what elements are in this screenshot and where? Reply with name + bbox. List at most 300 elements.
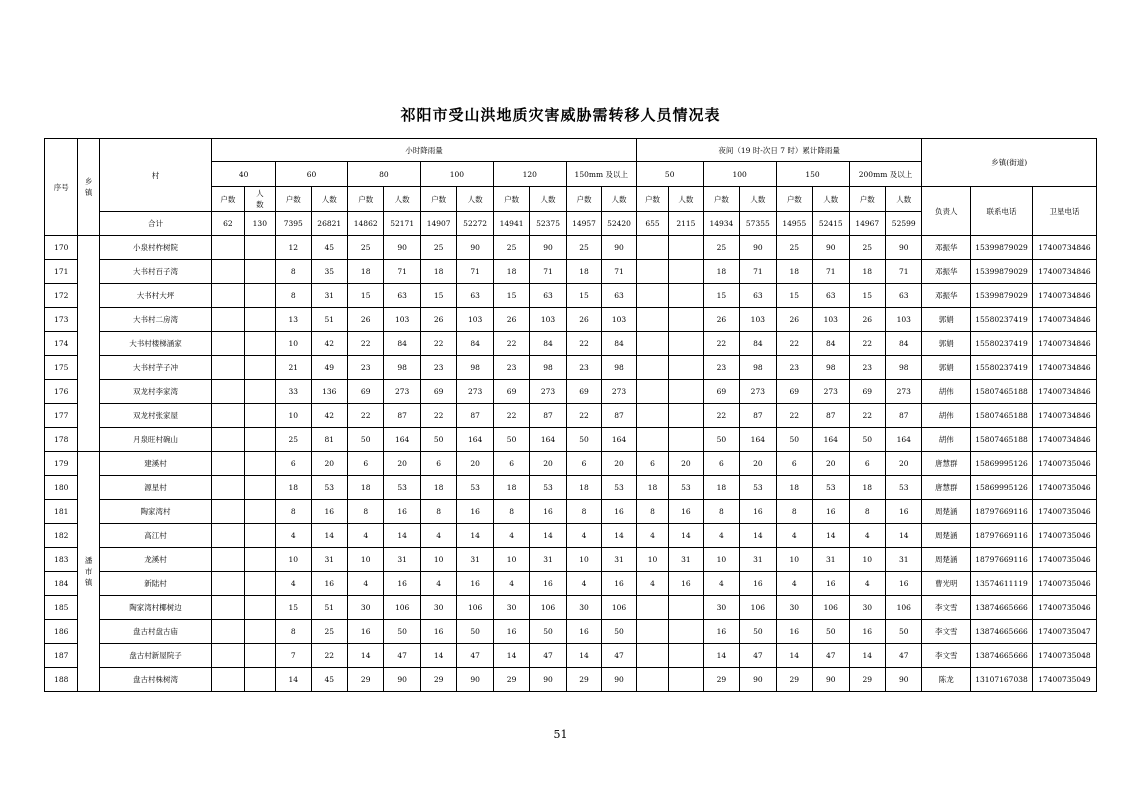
contact-phone: 13874665666 <box>971 644 1033 668</box>
value-cell: 69 <box>776 380 812 404</box>
contact-phone: 15580237419 <box>971 308 1033 332</box>
value-cell: 47 <box>384 644 420 668</box>
village-name: 大书村二房湾 <box>99 308 211 332</box>
satellite-phone: 17400734846 <box>1032 380 1096 404</box>
value-cell: 23 <box>849 356 885 380</box>
value-cell: 25 <box>420 236 456 260</box>
value-cell: 22 <box>493 332 529 356</box>
value-cell: 50 <box>602 620 637 644</box>
value-cell: 63 <box>885 284 921 308</box>
value-cell: 16 <box>885 500 921 524</box>
value-cell: 106 <box>457 596 493 620</box>
value-cell: 22 <box>849 404 885 428</box>
value-cell: 29 <box>566 668 601 692</box>
village-name: 建溪村 <box>99 452 211 476</box>
value-cell: 22 <box>493 404 529 428</box>
value-cell: 25 <box>311 620 347 644</box>
page-title: 祁阳市受山洪地质灾害威胁需转移人员情况表 <box>400 106 721 124</box>
value-cell: 53 <box>530 476 566 500</box>
contact-phone: 15807465188 <box>971 428 1033 452</box>
value-cell: 31 <box>530 548 566 572</box>
value-cell <box>636 668 668 692</box>
responsible-person: 胡伟 <box>922 404 971 428</box>
value-cell <box>212 476 244 500</box>
value-cell: 50 <box>530 620 566 644</box>
value-cell: 50 <box>347 428 383 452</box>
value-cell: 53 <box>602 476 637 500</box>
value-cell: 53 <box>885 476 921 500</box>
village-name: 双龙村李家湾 <box>99 380 211 404</box>
value-cell: 164 <box>530 428 566 452</box>
total-cell: 52599 <box>885 212 921 236</box>
value-cell: 69 <box>849 380 885 404</box>
table-row <box>45 644 1097 668</box>
total-cell: 7395 <box>276 212 311 236</box>
value-cell: 103 <box>457 308 493 332</box>
value-cell <box>636 596 668 620</box>
header-people <box>244 187 275 212</box>
value-cell <box>636 404 668 428</box>
value-cell: 42 <box>311 332 347 356</box>
value-cell: 10 <box>703 548 739 572</box>
satellite-phone: 17400734846 <box>1032 428 1096 452</box>
total-cell: 62 <box>212 212 244 236</box>
total-cell: 52375 <box>530 212 566 236</box>
satellite-phone: 17400735046 <box>1032 524 1096 548</box>
total-cell: 14967 <box>849 212 885 236</box>
value-cell: 47 <box>885 644 921 668</box>
row-number: 173 <box>45 308 78 332</box>
value-cell <box>244 452 275 476</box>
value-cell: 16 <box>384 500 420 524</box>
value-cell: 18 <box>276 476 311 500</box>
value-cell: 10 <box>566 548 601 572</box>
value-cell: 90 <box>384 236 420 260</box>
contact-phone: 13574611119 <box>971 572 1033 596</box>
value-cell <box>212 428 244 452</box>
value-cell: 10 <box>347 548 383 572</box>
value-cell: 26 <box>703 308 739 332</box>
value-cell: 22 <box>566 404 601 428</box>
row-number: 181 <box>45 500 78 524</box>
satellite-phone: 17400735046 <box>1032 572 1096 596</box>
value-cell: 31 <box>740 548 776 572</box>
value-cell <box>636 380 668 404</box>
value-cell: 15 <box>849 284 885 308</box>
table-row <box>45 572 1097 596</box>
value-cell: 23 <box>703 356 739 380</box>
value-cell <box>212 644 244 668</box>
table-row <box>45 500 1097 524</box>
value-cell: 16 <box>669 572 703 596</box>
value-cell: 18 <box>703 260 739 284</box>
village-name: 小泉村柞树院 <box>99 236 211 260</box>
value-cell: 84 <box>885 332 921 356</box>
row-number: 176 <box>45 380 78 404</box>
header-hourly-80: 80 <box>347 162 420 187</box>
row-number: 187 <box>45 644 78 668</box>
value-cell: 16 <box>457 572 493 596</box>
page-number: 51 <box>553 728 568 741</box>
satellite-phone: 17400734846 <box>1032 332 1096 356</box>
value-cell: 16 <box>602 572 637 596</box>
satellite-phone: 17400734846 <box>1032 236 1096 260</box>
row-number: 178 <box>45 428 78 452</box>
value-cell: 4 <box>493 524 529 548</box>
value-cell: 8 <box>566 500 601 524</box>
value-cell: 18 <box>347 476 383 500</box>
table-row <box>45 476 1097 500</box>
value-cell: 20 <box>813 452 849 476</box>
value-cell: 16 <box>849 620 885 644</box>
value-cell: 14 <box>813 524 849 548</box>
value-cell: 14 <box>420 644 456 668</box>
value-cell: 84 <box>384 332 420 356</box>
header-night-100: 100 <box>703 162 776 187</box>
responsible-person: 唐慧群 <box>922 476 971 500</box>
responsible-person: 曹光明 <box>922 572 971 596</box>
value-cell: 4 <box>849 572 885 596</box>
value-cell <box>636 356 668 380</box>
table-row <box>45 236 1097 260</box>
satellite-phone: 17400734846 <box>1032 308 1096 332</box>
value-cell: 42 <box>311 404 347 428</box>
responsible-person: 郭娟 <box>922 308 971 332</box>
satellite-phone: 17400734846 <box>1032 260 1096 284</box>
value-cell: 33 <box>276 380 311 404</box>
value-cell: 106 <box>885 596 921 620</box>
value-cell <box>669 596 703 620</box>
value-cell: 4 <box>566 524 601 548</box>
value-cell <box>636 644 668 668</box>
value-cell: 16 <box>311 500 347 524</box>
header-people: 人数 <box>669 187 703 212</box>
value-cell: 90 <box>885 668 921 692</box>
value-cell: 71 <box>530 260 566 284</box>
value-cell: 50 <box>457 620 493 644</box>
value-cell: 18 <box>849 260 885 284</box>
village-name: 源星村 <box>99 476 211 500</box>
value-cell: 25 <box>703 236 739 260</box>
value-cell: 84 <box>530 332 566 356</box>
value-cell: 16 <box>311 572 347 596</box>
row-number: 175 <box>45 356 78 380</box>
township-cell-1 <box>78 236 99 452</box>
satellite-phone: 17400734846 <box>1032 404 1096 428</box>
value-cell: 18 <box>493 260 529 284</box>
value-cell: 8 <box>276 500 311 524</box>
value-cell: 47 <box>813 644 849 668</box>
value-cell: 8 <box>420 500 456 524</box>
value-cell: 14 <box>276 668 311 692</box>
value-cell: 16 <box>740 572 776 596</box>
value-cell: 4 <box>703 572 739 596</box>
value-cell: 10 <box>420 548 456 572</box>
responsible-person: 郭娟 <box>922 356 971 380</box>
value-cell: 8 <box>703 500 739 524</box>
value-cell <box>636 308 668 332</box>
value-cell: 50 <box>703 428 739 452</box>
value-cell <box>244 332 275 356</box>
value-cell: 103 <box>530 308 566 332</box>
village-name: 双龙村张家屋 <box>99 404 211 428</box>
table-row <box>45 332 1097 356</box>
value-cell: 22 <box>420 332 456 356</box>
value-cell: 273 <box>740 380 776 404</box>
value-cell <box>669 284 703 308</box>
value-cell: 98 <box>813 356 849 380</box>
value-cell: 4 <box>276 572 311 596</box>
row-number: 180 <box>45 476 78 500</box>
table-row <box>45 380 1097 404</box>
row-number: 170 <box>45 236 78 260</box>
value-cell: 90 <box>457 236 493 260</box>
header-households: 户数 <box>420 187 456 212</box>
value-cell <box>669 380 703 404</box>
header-night-50: 50 <box>636 162 703 187</box>
table-row <box>45 668 1097 692</box>
value-cell: 14 <box>885 524 921 548</box>
value-cell: 106 <box>813 596 849 620</box>
value-cell: 22 <box>347 332 383 356</box>
value-cell: 63 <box>457 284 493 308</box>
value-cell: 16 <box>813 500 849 524</box>
contact-phone: 15807465188 <box>971 380 1033 404</box>
village-name: 大书村大坪 <box>99 284 211 308</box>
value-cell: 16 <box>457 500 493 524</box>
header-night-150: 150 <box>776 162 849 187</box>
value-cell: 4 <box>776 572 812 596</box>
value-cell: 14 <box>669 524 703 548</box>
contact-phone: 15399879029 <box>971 236 1033 260</box>
value-cell: 16 <box>703 620 739 644</box>
value-cell <box>212 620 244 644</box>
value-cell: 84 <box>457 332 493 356</box>
value-cell: 18 <box>849 476 885 500</box>
value-cell: 53 <box>457 476 493 500</box>
value-cell: 4 <box>493 572 529 596</box>
value-cell: 90 <box>740 236 776 260</box>
value-cell: 90 <box>740 668 776 692</box>
header-people-text: 人数 <box>256 189 264 209</box>
header-satphone: 卫星电话 <box>1032 187 1096 236</box>
table-row <box>45 356 1097 380</box>
value-cell: 50 <box>813 620 849 644</box>
value-cell: 20 <box>885 452 921 476</box>
value-cell <box>244 668 275 692</box>
value-cell <box>244 524 275 548</box>
contact-phone: 13874665666 <box>971 620 1033 644</box>
value-cell: 16 <box>530 572 566 596</box>
total-cell: 57355 <box>740 212 776 236</box>
value-cell: 273 <box>457 380 493 404</box>
value-cell: 87 <box>740 404 776 428</box>
responsible-person: 周楚涵 <box>922 500 971 524</box>
header-hourly-60: 60 <box>276 162 348 187</box>
value-cell <box>244 308 275 332</box>
value-cell: 90 <box>530 668 566 692</box>
value-cell: 16 <box>740 500 776 524</box>
value-cell: 14 <box>776 644 812 668</box>
value-cell <box>669 236 703 260</box>
header-hourly-150: 150mm 及以上 <box>566 162 636 187</box>
village-name: 盘古村盘古庙 <box>99 620 211 644</box>
value-cell <box>244 476 275 500</box>
value-cell: 22 <box>703 404 739 428</box>
contact-phone: 15869995126 <box>971 476 1033 500</box>
value-cell: 6 <box>636 452 668 476</box>
satellite-phone: 17400734846 <box>1032 356 1096 380</box>
value-cell: 8 <box>276 620 311 644</box>
village-name: 盘古村株树湾 <box>99 668 211 692</box>
contact-phone: 18797669116 <box>971 524 1033 548</box>
value-cell: 8 <box>347 500 383 524</box>
value-cell: 29 <box>776 668 812 692</box>
value-cell: 18 <box>776 260 812 284</box>
value-cell: 26 <box>849 308 885 332</box>
value-cell <box>669 356 703 380</box>
value-cell: 15 <box>566 284 601 308</box>
village-name: 高江村 <box>99 524 211 548</box>
village-name: 月泉旺村碗山 <box>99 428 211 452</box>
header-households: 户数 <box>212 187 244 212</box>
responsible-person: 李文雪 <box>922 620 971 644</box>
value-cell: 106 <box>740 596 776 620</box>
total-cell: 655 <box>636 212 668 236</box>
row-number: 184 <box>45 572 78 596</box>
value-cell: 87 <box>885 404 921 428</box>
row-number: 174 <box>45 332 78 356</box>
value-cell: 50 <box>566 428 601 452</box>
value-cell <box>244 548 275 572</box>
value-cell: 87 <box>602 404 637 428</box>
contact-phone: 13874665666 <box>971 596 1033 620</box>
value-cell: 25 <box>276 428 311 452</box>
value-cell: 30 <box>493 596 529 620</box>
value-cell: 7 <box>276 644 311 668</box>
value-cell: 10 <box>276 548 311 572</box>
value-cell: 10 <box>276 332 311 356</box>
satellite-phone: 17400735046 <box>1032 500 1096 524</box>
table-row <box>45 548 1097 572</box>
satellite-phone: 17400735047 <box>1032 620 1096 644</box>
value-cell: 30 <box>849 596 885 620</box>
value-cell: 22 <box>566 332 601 356</box>
value-cell: 98 <box>457 356 493 380</box>
header-households: 户数 <box>566 187 601 212</box>
header-people: 人数 <box>311 187 347 212</box>
value-cell: 90 <box>602 668 637 692</box>
value-cell: 50 <box>384 620 420 644</box>
value-cell: 30 <box>566 596 601 620</box>
value-cell: 22 <box>347 404 383 428</box>
value-cell <box>636 260 668 284</box>
value-cell: 81 <box>311 428 347 452</box>
value-cell: 98 <box>530 356 566 380</box>
header-hourly-120: 120 <box>493 162 566 187</box>
value-cell <box>212 596 244 620</box>
header-households: 户数 <box>636 187 668 212</box>
value-cell: 6 <box>566 452 601 476</box>
value-cell: 71 <box>457 260 493 284</box>
value-cell <box>636 236 668 260</box>
value-cell: 8 <box>849 500 885 524</box>
value-cell: 87 <box>530 404 566 428</box>
value-cell: 98 <box>602 356 637 380</box>
value-cell <box>669 668 703 692</box>
value-cell: 22 <box>776 332 812 356</box>
total-cell: 52272 <box>457 212 493 236</box>
responsible-person: 周楚涵 <box>922 548 971 572</box>
responsible-person: 邓振华 <box>922 236 971 260</box>
contact-phone: 18797669116 <box>971 500 1033 524</box>
value-cell: 98 <box>384 356 420 380</box>
value-cell <box>244 236 275 260</box>
value-cell <box>212 524 244 548</box>
value-cell: 87 <box>457 404 493 428</box>
value-cell: 31 <box>311 548 347 572</box>
value-cell <box>636 428 668 452</box>
header-hourly-rain: 小时降雨量 <box>212 139 637 162</box>
value-cell: 90 <box>384 668 420 692</box>
value-cell: 15 <box>276 596 311 620</box>
value-cell <box>212 308 244 332</box>
total-cell: 14907 <box>420 212 456 236</box>
value-cell: 103 <box>384 308 420 332</box>
value-cell: 106 <box>530 596 566 620</box>
value-cell: 4 <box>776 524 812 548</box>
value-cell: 47 <box>740 644 776 668</box>
header-village: 村 <box>99 139 211 212</box>
header-households: 户数 <box>776 187 812 212</box>
value-cell: 90 <box>530 236 566 260</box>
value-cell: 14 <box>384 524 420 548</box>
value-cell: 13 <box>276 308 311 332</box>
value-cell <box>636 332 668 356</box>
value-cell: 273 <box>530 380 566 404</box>
value-cell: 20 <box>311 452 347 476</box>
header-people: 人数 <box>885 187 921 212</box>
value-cell: 98 <box>740 356 776 380</box>
row-number: 188 <box>45 668 78 692</box>
value-cell: 53 <box>813 476 849 500</box>
value-cell: 6 <box>276 452 311 476</box>
value-cell: 16 <box>885 572 921 596</box>
value-cell: 71 <box>384 260 420 284</box>
satellite-phone: 17400735046 <box>1032 596 1096 620</box>
value-cell <box>244 260 275 284</box>
value-cell: 6 <box>347 452 383 476</box>
table-row <box>45 284 1097 308</box>
row-number: 177 <box>45 404 78 428</box>
table-row <box>45 260 1097 284</box>
header-people: 人数 <box>740 187 776 212</box>
total-cell: 130 <box>244 212 275 236</box>
header-people: 人数 <box>530 187 566 212</box>
value-cell: 10 <box>849 548 885 572</box>
satellite-phone: 17400735048 <box>1032 644 1096 668</box>
value-cell: 106 <box>384 596 420 620</box>
table-row <box>45 308 1097 332</box>
value-cell: 69 <box>420 380 456 404</box>
value-cell: 8 <box>276 284 311 308</box>
value-cell: 20 <box>669 452 703 476</box>
value-cell: 53 <box>669 476 703 500</box>
value-cell: 45 <box>311 668 347 692</box>
value-cell: 14 <box>566 644 601 668</box>
total-cell: 52415 <box>813 212 849 236</box>
contact-phone: 18797669116 <box>971 548 1033 572</box>
